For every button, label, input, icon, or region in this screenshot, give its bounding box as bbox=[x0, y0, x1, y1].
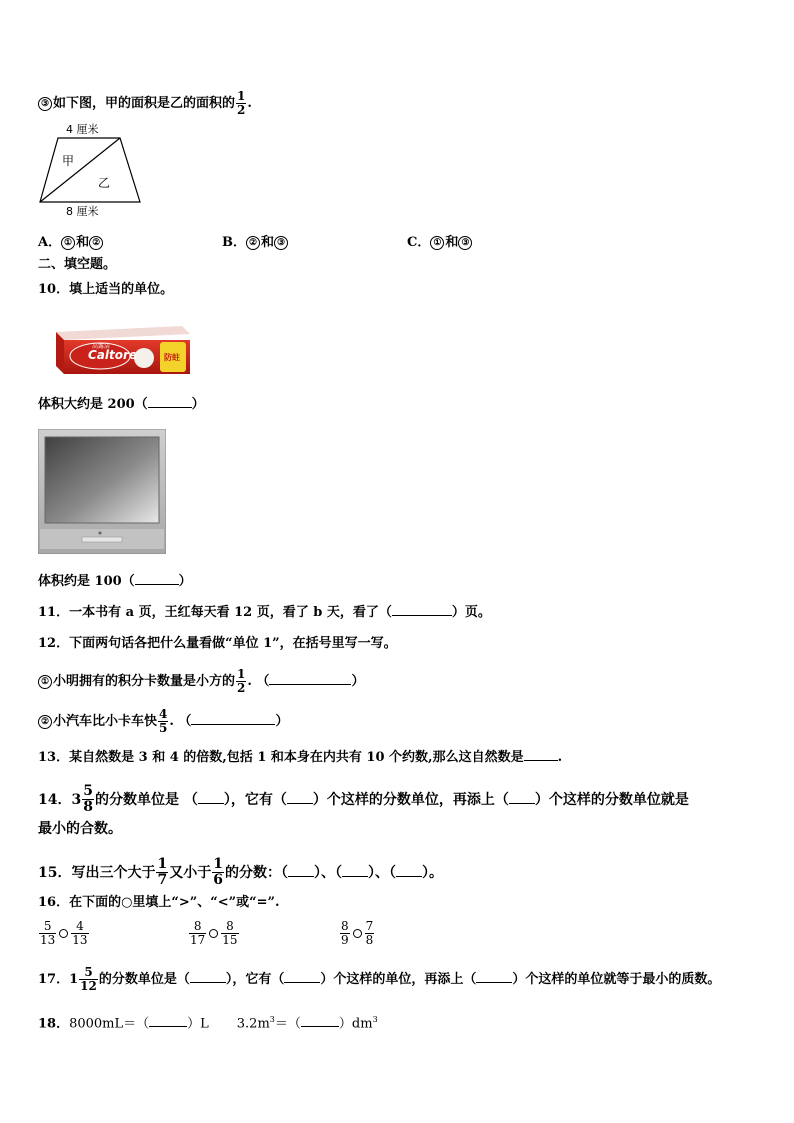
answer-blank[interactable] bbox=[509, 793, 535, 804]
answer-blank[interactable] bbox=[301, 1016, 339, 1027]
question-12b: ② 小汽车比小卡车快 $\frac{4}{5}$ . （ ） bbox=[38, 708, 288, 735]
circled-number: ③ bbox=[38, 97, 52, 111]
trapezoid-figure bbox=[36, 120, 146, 220]
answer-blank[interactable] bbox=[524, 750, 558, 761]
fraction: $\frac{4}{5}$ bbox=[159, 707, 168, 736]
question-14: 14．3 $\frac{5}{8}$ 的分数单位是 （ ），它有（ ）个这样的分数单位，再添上（ ）个这样的分数单位就是 bbox=[38, 783, 689, 816]
compare-circle bbox=[59, 929, 68, 938]
question-10b: 体积约是 100（ ） bbox=[38, 574, 192, 589]
question-trapezoid: ③ 如下图，甲的面积是乙的面积的 $\frac{1}{2}$ . bbox=[38, 90, 252, 117]
answer-blank[interactable] bbox=[476, 972, 512, 983]
label-yi: 乙 bbox=[98, 176, 111, 190]
option-b[interactable]: B． ② 和 ③ bbox=[222, 231, 289, 250]
question-10: 10．填上适当的单位。 bbox=[38, 282, 174, 297]
toothpaste-image bbox=[52, 322, 193, 376]
answer-blank[interactable] bbox=[284, 972, 320, 983]
compare-pair-1[interactable]: $\frac{5}{13}$ $\frac{4}{13}$ bbox=[40, 919, 88, 948]
fraction: $\frac{1}{6}$ bbox=[213, 856, 223, 889]
compare-pair-3[interactable]: $\frac{8}{9}$ $\frac{7}{8}$ bbox=[341, 919, 374, 948]
question-17: 17．1 $\frac{5}{12}$ 的分数单位是（ ），它有（ ）个这样的单位，再添上（ ）个这样的单位就等于最小的质数。 bbox=[38, 965, 721, 994]
answer-blank[interactable] bbox=[288, 866, 314, 877]
question-12: 12．下面两句话各把什么量看做“单位 1”，在括号里写一写。 bbox=[38, 636, 397, 651]
fraction: $\frac{5}{12}$ bbox=[80, 965, 97, 994]
answer-blank[interactable] bbox=[148, 397, 192, 408]
bottom-length-label: 8 厘米 bbox=[66, 205, 99, 218]
fraction: $\frac{1}{2}$ bbox=[237, 667, 246, 696]
tv-set bbox=[38, 429, 166, 554]
fraction: $\frac{1}{2}$ bbox=[237, 89, 246, 118]
question-10a: 体积大约是 200（ ） bbox=[38, 397, 205, 412]
brand-logo-text: Caltore bbox=[88, 348, 138, 362]
question-16: 16．在下面的○里填上“>”、“<”或“=”. bbox=[38, 895, 280, 910]
question-13: 13．某自然数是 3 和 4 的倍数,包括 1 和本身在内共有 10 个约数,那么这自然数是 . bbox=[38, 750, 563, 765]
question-11: 11．一本书有 a 页，王红每天看 12 页，看了 b 天，看了（ ）页。 bbox=[38, 605, 491, 620]
question-18: 18．8000mL＝（ ）L $3.2m^3=$（ ）$dm^3$ bbox=[38, 1015, 378, 1032]
label-jia: 甲 bbox=[62, 154, 75, 168]
answer-blank[interactable] bbox=[396, 866, 422, 877]
answer-blank[interactable] bbox=[342, 866, 368, 877]
option-a[interactable]: A． ① 和 ② bbox=[38, 231, 104, 250]
answer-blank[interactable] bbox=[149, 1016, 187, 1027]
question-15: 15．写出三个大于 $\frac{1}{7}$ 又小于 $\frac{1}{6}$ 的分数：（ ）、（ ）、（ ）。 bbox=[38, 856, 443, 889]
answer-blank[interactable] bbox=[190, 972, 226, 983]
answer-blank[interactable] bbox=[269, 674, 351, 685]
answer-blank[interactable] bbox=[287, 793, 313, 804]
badge-text: 防蛀 bbox=[164, 353, 180, 362]
tv-image bbox=[38, 429, 166, 554]
brand-top-text: 高露洁 bbox=[92, 343, 111, 350]
compare-pair-2[interactable]: $\frac{8}{17}$ $\frac{8}{15}$ bbox=[190, 919, 238, 948]
question-12a: ① 小明拥有的积分卡数量是小方的 $\frac{1}{2}$ . （ ） bbox=[38, 668, 364, 695]
compare-circle bbox=[209, 929, 218, 938]
answer-blank[interactable] bbox=[135, 574, 179, 585]
section-heading: 二、填空题。 bbox=[38, 257, 117, 272]
compare-circle bbox=[353, 929, 362, 938]
answer-blank[interactable] bbox=[392, 605, 452, 616]
option-c[interactable]: C． ① 和 ③ bbox=[407, 231, 473, 250]
answer-blank[interactable] bbox=[191, 714, 275, 725]
question-14-line2: 最小的合数。 bbox=[38, 821, 122, 837]
top-length-label: 4 厘米 bbox=[66, 123, 99, 136]
answer-blank[interactable] bbox=[198, 793, 224, 804]
fraction: $\frac{5}{8}$ bbox=[83, 783, 93, 816]
fraction: $\frac{1}{7}$ bbox=[157, 856, 168, 889]
